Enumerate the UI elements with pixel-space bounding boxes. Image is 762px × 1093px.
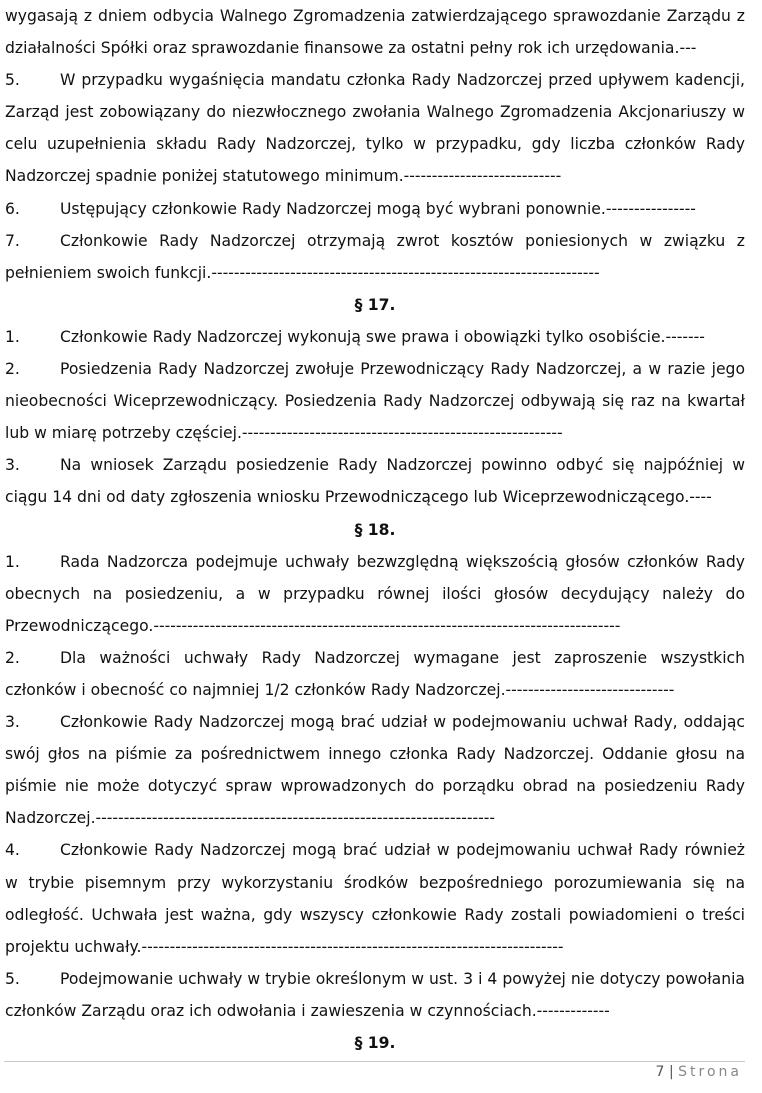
paragraph-number: 1. — [5, 552, 20, 571]
paragraph-text: W przypadku wygaśnięcia mandatu członka Rady Nadzorczej przed upływem kadencji, Zarząd jest zobowiązany do niezwłocznego zwołania Walnego Zgromadzenia Akcjonariuszy w celu uzupełnienia składu Rady Nadzorczej, tylko w przypadku, gdy liczba członków Rady Nadzorczej spadnie poniżej statutowego minimum.---------------------------- — [5, 71, 745, 186]
paragraph-number: 1. — [5, 327, 20, 346]
paragraph-number: 6. — [5, 199, 20, 218]
paragraph — [5, 0, 745, 64]
paragraph — [5, 449, 745, 513]
paragraph — [5, 225, 745, 289]
paragraph — [5, 193, 745, 225]
page-number: 7 — [655, 1064, 665, 1080]
document-body — [5, 0, 745, 1059]
paragraph-number: 4. — [5, 841, 20, 860]
paragraph-text: Podejmowanie uchwały w trybie określonym w ust. 3 i 4 powyżej nie dotyczy powołania członków Zarządu oraz ich odwołania i zawieszenia w czynnościach.------------- — [5, 969, 745, 1020]
paragraph — [5, 64, 745, 192]
paragraph — [5, 963, 745, 1027]
paragraph-number: 3. — [5, 713, 20, 732]
paragraph — [5, 642, 745, 706]
section-heading: § 17. — [354, 295, 396, 314]
paragraph-number: 3. — [5, 456, 20, 475]
paragraph-text: Posiedzenia Rady Nadzorczej zwołuje Przewodniczący Rady Nadzorczej, a w razie jego nieobecności Wiceprzewodniczący. Posiedzenia Rady Nadzorczej odbywają się raz na kwartał lub w miarę potrzeby częściej.--------------------------------------------------------- — [5, 360, 745, 443]
paragraph — [5, 546, 745, 642]
paragraph-text: Rada Nadzorcza podejmuje uchwały bezwzględną większością głosów członków Rady obecnych na posiedzeniu, a w przypadku równej ilości głosów decydujący należy do Przewodniczącego.----------------------------------------------------------------------------------- — [5, 552, 745, 635]
paragraph-text: Ustępujący członkowie Rady Nadzorczej mogą być wybrani ponownie.---------------- — [60, 199, 696, 218]
paragraph-text: Na wniosek Zarządu posiedzenie Rady Nadzorczej powinno odbyć się najpóźniej w ciągu 14 dni od daty zgłoszenia wniosku Przewodniczącego lub Wiceprzewodniczącego.---- — [5, 456, 745, 507]
paragraph-text: wygasają z dniem odbycia Walnego Zgromadzenia zatwierdzającego sprawozdanie Zarządu z działalności Spółki oraz sprawozdanie finansowe za ostatni pełny rok ich urzędowania.--- — [5, 7, 745, 58]
section-heading: § 19. — [354, 1034, 396, 1052]
paragraph-text: Członkowie Rady Nadzorczej mogą brać udział w podejmowaniu uchwał Rady, oddając swój głos na piśmie za pośrednictwem innego członka Rady Nadzorczej. Oddanie głosu na piśmie nie może dotyczyć spraw wprowadzonych do porządku obrad na posiedzeniu Rady Nadzorczej.----------------------------------------------------------------------- — [5, 713, 745, 828]
paragraph-number: 2. — [5, 648, 20, 667]
paragraph-text: Dla ważności uchwały Rady Nadzorczej wymagane jest zaproszenie wszystkich członków i obecność co najmniej 1/2 członków Rady Nadzorczej.------------------------------ — [5, 648, 745, 699]
paragraph-text: Członkowie Rady Nadzorczej otrzymają zwrot kosztów poniesionych w związku z pełnieniem swoich funkcji.--------------------------------------------------------------------- — [5, 231, 745, 282]
page-label: Strona — [678, 1064, 742, 1080]
page-footer — [656, 1064, 742, 1080]
paragraph — [5, 321, 745, 353]
paragraph-number: 5. — [5, 71, 20, 90]
footer-separator: | — [668, 1064, 675, 1080]
paragraph-text: Członkowie Rady Nadzorczej wykonują swe prawa i obowiązki tylko osobiście.------- — [60, 327, 705, 346]
paragraph-number: 7. — [5, 231, 20, 250]
document-page — [5, 0, 745, 1059]
paragraph — [5, 706, 745, 834]
footer-divider — [4, 1061, 745, 1062]
paragraph-number: 2. — [5, 360, 20, 379]
paragraph-text: Członkowie Rady Nadzorczej mogą brać udział w podejmowaniu uchwał Rady również w trybie pisemnym przy wykorzystaniu środków bezpośredniego porozumiewania się na odległość. Uchwała jest ważna, gdy wszyscy członkowie Rady zostali powiadomieni o treści projektu uchwały.--------------------------------------------------------------------------- — [5, 841, 745, 956]
paragraph — [5, 353, 745, 449]
paragraph — [5, 834, 745, 962]
paragraph-number: 5. — [5, 969, 20, 988]
section-heading: § 18. — [354, 520, 396, 539]
